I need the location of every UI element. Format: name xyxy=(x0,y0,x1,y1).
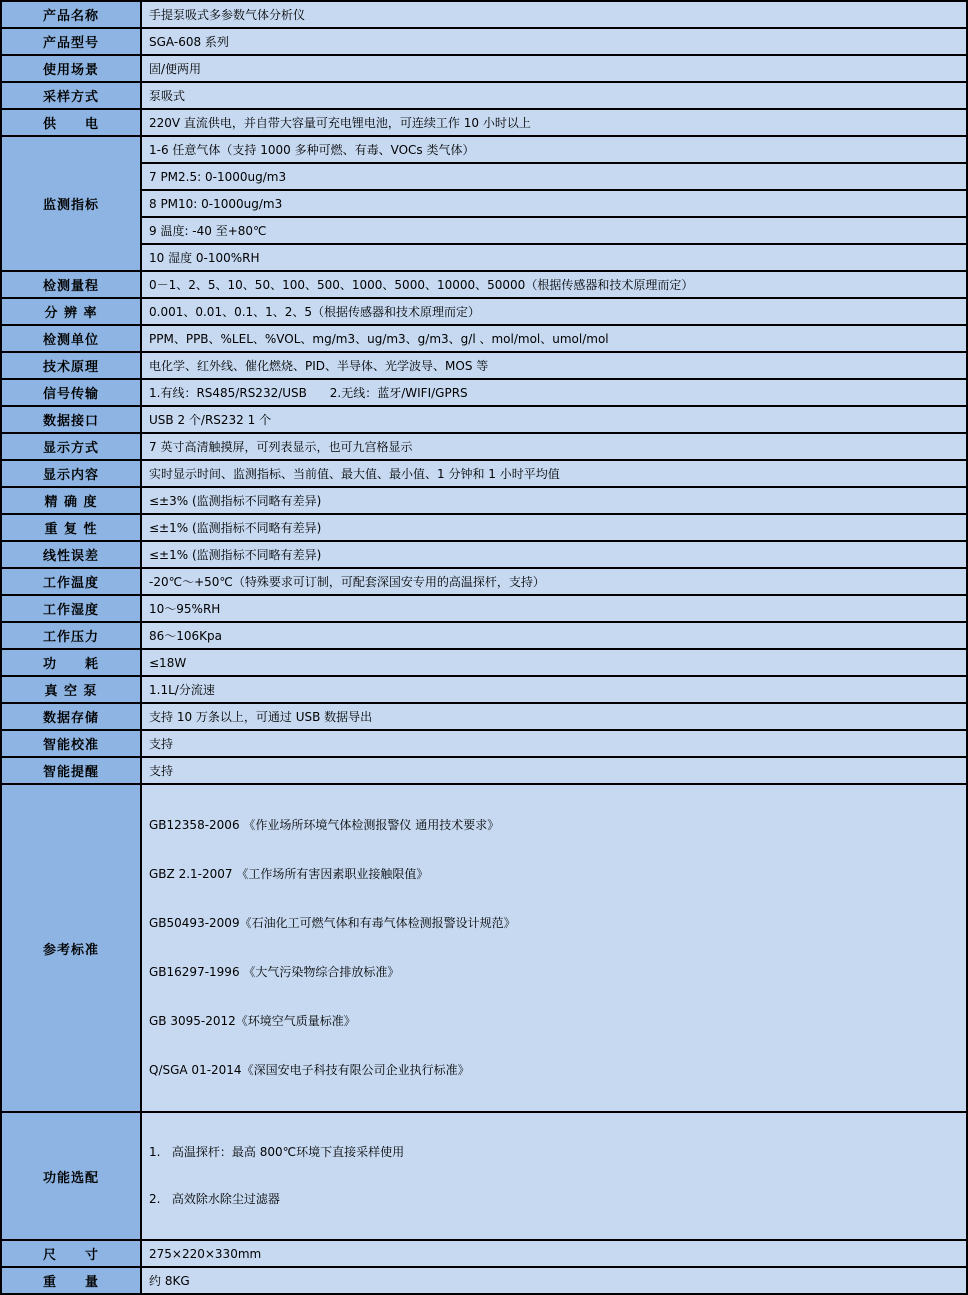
detection-range-label: 检测量程 xyxy=(1,271,141,298)
row-display-content xyxy=(1,460,967,487)
technical-principle-value: 电化学、红外线、催化燃烧、PID、半导体、光学波导、MOS 等 xyxy=(141,352,967,379)
dimensions-label: 尺 寸 xyxy=(1,1240,141,1267)
row-data-storage xyxy=(1,703,967,730)
reference-standard-line: GBZ 2.1-2007 《工作场所有害因素职业接触限值》 xyxy=(149,867,429,881)
row-sampling-method xyxy=(1,82,967,109)
product-name-value: 手提泵吸式多参数气体分析仪 xyxy=(141,1,967,28)
monitoring-indicators-label: 监测指标 xyxy=(1,136,141,271)
data-interface-value: USB 2 个/RS232 1 个 xyxy=(141,406,967,433)
row-monitoring-indicators xyxy=(1,217,967,244)
data-interface-label: 数据接口 xyxy=(1,406,141,433)
row-reference-standards xyxy=(1,784,967,1112)
reference-standard-line: GB50493-2009《石油化工可燃气体和有毒气体检测报警设计规范》 xyxy=(149,916,516,930)
product-name-label: 产品名称 xyxy=(1,1,141,28)
display-content-label: 显示内容 xyxy=(1,460,141,487)
row-working-temperature xyxy=(1,568,967,595)
signal-transmission-label: 信号传输 xyxy=(1,379,141,406)
row-vacuum-pump xyxy=(1,676,967,703)
row-repeatability xyxy=(1,514,967,541)
row-dimensions xyxy=(1,1240,967,1267)
row-accuracy xyxy=(1,487,967,514)
row-usage-scenario xyxy=(1,55,967,82)
power-consumption-label: 功 耗 xyxy=(1,649,141,676)
monitoring-indicator-item: 9 温度: -40 至+80℃ xyxy=(141,217,967,244)
resolution-value: 0.001、0.01、0.1、1、2、5（根据传感器和技术原理而定） xyxy=(141,298,967,325)
row-resolution xyxy=(1,298,967,325)
display-content-value: 实时显示时间、监测指标、当前值、最大值、最小值、1 分钟和 1 小时平均值 xyxy=(141,460,967,487)
working-pressure-value: 86～106Kpa xyxy=(141,622,967,649)
working-humidity-label: 工作湿度 xyxy=(1,595,141,622)
optional-functions-value xyxy=(141,1112,967,1240)
repeatability-label: 重 复 性 xyxy=(1,514,141,541)
power-supply-label: 供 电 xyxy=(1,109,141,136)
row-smart-reminder xyxy=(1,757,967,784)
reference-standard-line: GB12358-2006 《作业场所环境气体检测报警仪 通用技术要求》 xyxy=(149,818,500,832)
monitoring-indicator-item: 8 PM10: 0-1000ug/m3 xyxy=(141,190,967,217)
usage-scenario-label: 使用场景 xyxy=(1,55,141,82)
working-temperature-label: 工作温度 xyxy=(1,568,141,595)
detection-range-value: 0－1、2、5、10、50、100、500、1000、5000、10000、50000（根据传感器和技术原理而定） xyxy=(141,271,967,298)
resolution-label: 分 辨 率 xyxy=(1,298,141,325)
accuracy-value: ≤±3% (监测指标不同略有差异) xyxy=(141,487,967,514)
smart-calibration-label: 智能校准 xyxy=(1,730,141,757)
reference-standard-line: GB16297-1996 《大气污染物综合排放标准》 xyxy=(149,965,400,979)
row-working-pressure xyxy=(1,622,967,649)
monitoring-indicator-item: 1-6 任意气体（支持 1000 多种可燃、有毒、VOCs 类气体） xyxy=(141,136,967,163)
smart-reminder-label: 智能提醒 xyxy=(1,757,141,784)
optional-function-line: 2. 高效除水除尘过滤器 xyxy=(149,1192,280,1206)
dimensions-value: 275×220×330mm xyxy=(141,1240,967,1267)
row-monitoring-indicators xyxy=(1,244,967,271)
row-power-consumption xyxy=(1,649,967,676)
row-weight xyxy=(1,1267,967,1294)
row-signal-transmission xyxy=(1,379,967,406)
row-detection-range xyxy=(1,271,967,298)
row-monitoring-indicators xyxy=(1,163,967,190)
vacuum-pump-value: 1.1L/分流速 xyxy=(141,676,967,703)
signal-transmission-value: 1.有线：RS485/RS232/USB 2.无线：蓝牙/WIFI/GPRS xyxy=(141,379,967,406)
power-supply-value: 220V 直流供电，并自带大容量可充电锂电池，可连续工作 10 小时以上 xyxy=(141,109,967,136)
row-monitoring-indicators xyxy=(1,136,967,163)
row-working-humidity xyxy=(1,595,967,622)
sampling-method-value: 泵吸式 xyxy=(141,82,967,109)
working-humidity-value: 10～95%RH xyxy=(141,595,967,622)
row-smart-calibration xyxy=(1,730,967,757)
data-storage-label: 数据存储 xyxy=(1,703,141,730)
reference-standard-line: Q/SGA 01-2014《深国安电子科技有限公司企业执行标准》 xyxy=(149,1063,470,1077)
linearity-error-label: 线性误差 xyxy=(1,541,141,568)
row-display-mode xyxy=(1,433,967,460)
vacuum-pump-label: 真 空 泵 xyxy=(1,676,141,703)
weight-label: 重 量 xyxy=(1,1267,141,1294)
usage-scenario-value: 固/便两用 xyxy=(141,55,967,82)
row-optional-functions xyxy=(1,1112,967,1240)
row-power-supply xyxy=(1,109,967,136)
display-mode-value: 7 英寸高清触摸屏，可列表显示，也可九宫格显示 xyxy=(141,433,967,460)
monitoring-indicator-item: 10 湿度 0-100%RH xyxy=(141,244,967,271)
row-data-interface xyxy=(1,406,967,433)
display-mode-label: 显示方式 xyxy=(1,433,141,460)
sampling-method-label: 采样方式 xyxy=(1,82,141,109)
technical-principle-label: 技术原理 xyxy=(1,352,141,379)
reference-standards-value xyxy=(141,784,967,1112)
detection-units-value: PPM、PPB、%LEL、%VOL、mg/m3、ug/m3、g/m3、g/l 、mol/mol、umol/mol xyxy=(141,325,967,352)
reference-standard-line: GB 3095-2012《环境空气质量标准》 xyxy=(149,1014,356,1028)
product-model-label: 产品型号 xyxy=(1,28,141,55)
accuracy-label: 精 确 度 xyxy=(1,487,141,514)
detection-units-label: 检测单位 xyxy=(1,325,141,352)
row-technical-principle xyxy=(1,352,967,379)
row-detection-units xyxy=(1,325,967,352)
monitoring-indicator-item: 7 PM2.5: 0-1000ug/m3 xyxy=(141,163,967,190)
optional-function-line: 1. 高温探杆：最高 800℃环境下直接采样使用 xyxy=(149,1145,405,1159)
row-monitoring-indicators xyxy=(1,190,967,217)
row-linearity-error xyxy=(1,541,967,568)
working-temperature-value: -20℃～+50℃（特殊要求可订制，可配套深国安专用的高温探杆，支持） xyxy=(141,568,967,595)
working-pressure-label: 工作压力 xyxy=(1,622,141,649)
repeatability-value: ≤±1% (监测指标不同略有差异) xyxy=(141,514,967,541)
linearity-error-value: ≤±1% (监测指标不同略有差异) xyxy=(141,541,967,568)
product-model-value: SGA-608 系列 xyxy=(141,28,967,55)
smart-reminder-value: 支持 xyxy=(141,757,967,784)
data-storage-value: 支持 10 万条以上，可通过 USB 数据导出 xyxy=(141,703,967,730)
power-consumption-value: ≤18W xyxy=(141,649,967,676)
row-product-name xyxy=(1,1,967,28)
smart-calibration-value: 支持 xyxy=(141,730,967,757)
weight-value: 约 8KG xyxy=(141,1267,967,1294)
reference-standards-label: 参考标准 xyxy=(1,784,141,1112)
optional-functions-label: 功能选配 xyxy=(1,1112,141,1240)
row-product-model xyxy=(1,28,967,55)
